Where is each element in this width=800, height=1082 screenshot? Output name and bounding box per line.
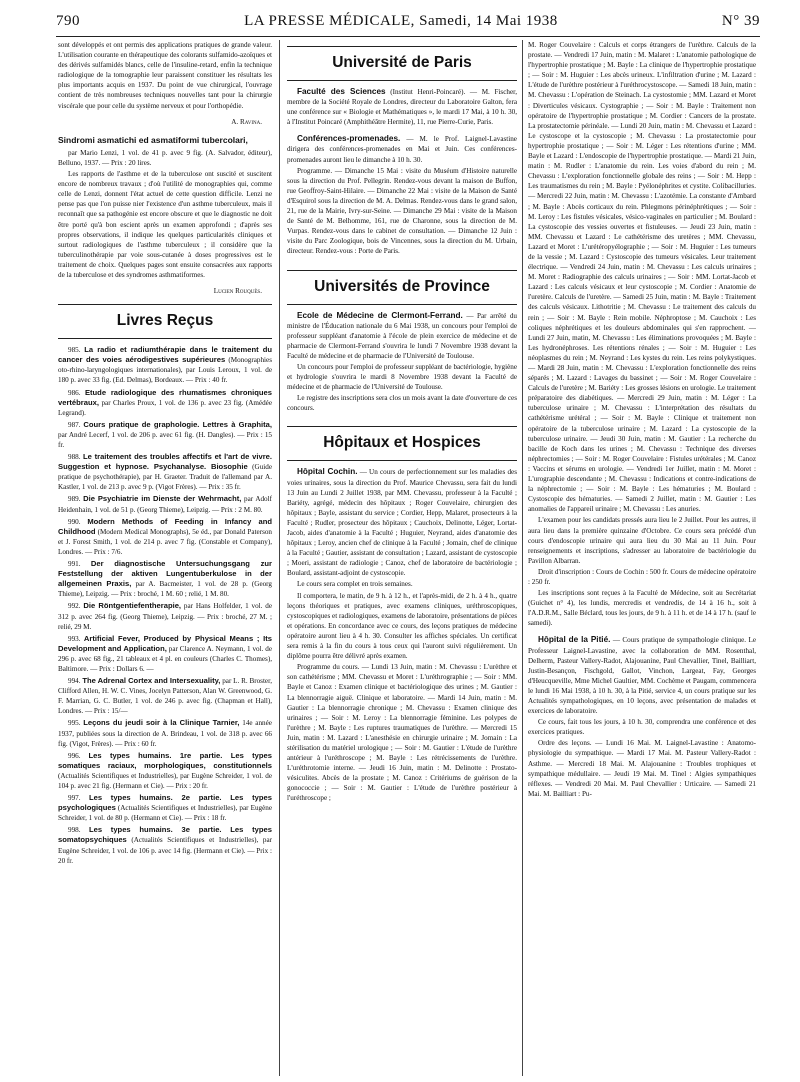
book-number: 988.	[68, 453, 81, 462]
book-number: 986.	[68, 388, 81, 397]
review-reference: par Mario Lenzi, 1 vol. de 41 p. avec 9 fig. (A. Salvador, éditeur), Belluno, 1937. — Prix : 20 lires.	[58, 148, 272, 167]
book-number: 985.	[68, 346, 81, 355]
book-title: Leçons du jeudi soir à la Clinique Tarnier,	[83, 718, 240, 728]
cochin-body: Le cours sera complet en trois semaines.	[297, 580, 413, 589]
book-entry	[58, 751, 272, 791]
book-entry	[58, 452, 272, 492]
book-number: 994.	[68, 677, 81, 686]
book-title: La radio et radiumthérapie dans le traitement du cancer des voies aérodigestives supérieures	[58, 345, 272, 365]
cochin-programme: Programme du cours. — Lundi 13 Juin, matin : M. Chevassu : L'urèthre et son cathétérisme ; MM. Chevassu et Moret : L'uréthrographie ; — Soir : MM. Bayle et Canoz : Examen clinique et bactériologique des urines ; M. Gautier : La blennorragie aiguë. Clinique et laboratoire. — Mardi 14 Juin, matin : M. Gautier : La blennorragie chronique ; M. Chevassu : Examen clinique des urinaires ; — Soir : M. Leroy : La blennorragie féminine. Les polypes de l'urèthre ; M. Bayle : Les ruptures traumatiques de l'urèthre. — Mercredi 15 Juin, matin : M. Lazard : L'anesthésie en chirurgie urinaire ; M. Jomain : La stérilisation du matériel urologique ; — Soir : M. Gautier : L'étude de l'urèthre antérieur à l'uréthroscope ; M. Bayle : Les rétrécissements de l'urèthre. L'uréthrotomie interne. — Jeudi 16 Juin, matin : M. Delinotte : Prostato-vésiculites. Abcès de la prostate ; M. Canoz : Critériums de guérison de la gonococcie ; — Soir : M. Gautier : L'étude de l'urèthre postérieur à l'uréthroscope ;	[287, 663, 517, 803]
intro-signature: A. Ravina.	[231, 117, 262, 126]
page-header	[56, 8, 760, 34]
review-body: Les rapports de l'asthme et de la tuberculose ont suscité et suscitent encore de nombreux travaux ; d'où l'utilité de monographies qui, comme celle de Lenzi, donnent l'état actuel de cette question difficile. Lenzi ne pense pas que l'on puisse nier l'existence d'un asthme tuberculeux, mais il reconnaît que sa pathogénie est encore obscure et que le diagnostic ne doit être porté qu'à bon escient après un examen approfondi ; d'après ses propres observations, il indique les quelques particularités cliniques et surtout radiologiques de l'asthme tuberculeux ; il considère que la tuberculinothérapie par voie sous-cutanée à doses progressives est le traitement de choix. Quelques pages sont ensuite consacrées aux rapports de la tuberculose et des syndromes asthmatiformes.	[58, 170, 272, 279]
book-title: Modern Methods of Feeding in Infancy and Childhood	[58, 516, 272, 536]
book-number: 995.	[68, 719, 81, 728]
universite-paris-heading: Université de Paris	[332, 54, 472, 71]
book-number: 990.	[68, 517, 81, 526]
clermont-body: Un concours pour l'emploi de professeur suppléant de bactériologie, hygiène et hydrologie s'ouvrira le mardi 8 Novembre 1938 devant la Faculté de médecine et de pharmacie de l'Université de Toulouse.	[287, 362, 517, 392]
book-entry	[58, 634, 272, 674]
cochin-programme-continued: M. Roger Couvelaire : Calculs et corps étrangers de l'urèthre. Calculs de la prostate. — Vendredi 17 Juin, matin : M. Malaret : L'anatomie pathologique de l'hypertrophie prostatique ; M. Bayle : La clinique de l'hypertrophie prostatique ; — Soir : M. Huguier : Les abcès urineux. L'infiltration d'urine ; M. Lazard : L'étude de l'urèthre postérieur à l'uréthrocystoscope. — Samedi 18 Juin, matin : M. Chevassu : L'opération de Steinach. La cystostomie ; MM. Lazard et Moret : Diverticules vésicaux. Cystographie ; — Soir : M. Bayle : Traitement non opératoire de l'hypertrophie prostatique ; M. Cordier : Cancers de la prostate. La prostatectomie périnéale. — Lundi 20 Juin, matin : M. Chevassu et Lazard : Le cystoscope et la cystoscopie ; M. Chevassu : La prostatectomie pour hypertrophie prostatique ; — Soir : M. Léger : Les rétentions d'urine ; MM. Bayle et Lazard : L'endoscopie de l'hypertrophie prostatique. — Mardi 21 Juin, matin : M. Rudler : L'anatomie du rein. Les voies d'abord du rein ; M. Chevassu : L'exploration fonctionnelle globale des reins ; — Soir : M. Hepp : Les traumatismes du rein ; M. Bayle : Pyélonéphrites et cystite. Colibacilluries. — Mercredi 22 Juin, matin : M. Chevassu : L'azotémie. La constante d'Ambard ; M. Bayle : Abcès corticaux du rein. Phlegmons périnéphrétiques ; — Soir : M. Leroy : Les fistules vésicales, vésico-vaginales en particulier ; M. Boulard : La cystoscopie des vessies ouvertes et fistuleuses. — Jeudi 23 Juin, matin : MM. Chevassu et Lazard : Le cathétérisme des uretères ; MM. Chevassu, Lazard et Moret : L'urétéropyélographie ; — Soir : M. Huguier : Les tumeurs de la vessie ; M. Lazard : Cystoscopie des tumeurs vésicales. Leur traitement électrique. — Vendredi 24 Juin, matin : M. Chevassu : Les calculs urinaires ; M. Moret : Radiographie des calculs urinaires ; — Soir : MM. Lortat-Jacob et Lazard : Les calculs vésicaux et leur cystoscopie ; M. Cordier : Anatomie de l'uretère. Calculs de l'uretère. — Samedi 25 Juin, matin : M. Bayle : Traitement des calculs vésicaux. Lithotritie ; M. Chevassu : Le traitement des calculs du rein ; — Soir : M. Bayle : Rein mobile. Néphroptose ; M. Cauchoix : Les coliques néphrétiques et les douleurs abdominales qui s'en rapprochent. — Lundi 27 Juin, matin, M. Chevassu : Les éliminations provoquées ; M. Bayle : Les hydronéphroses. Les rétentions rénales ; — Soir : M. Huguier : Les néoplasmes du rein ; M. Neyrand : Les kystes du rein. Les reins polykystiques. — Mardi 28 Juin, matin : M. Chevassu : L'exploration fonctionnelle des reins séparés ; M. Lazard : Lavages du bassinet ; — Soir : M. Roger Couvelaire : Calculs de l'uretère ; M. Bariéty : Les grosses lésions en urologie. Le traitement préparatoire des diabétiques. — Mercredi 29 Juin, matin : M. Léger : La tuberculose urinaire ; M. Chevassu : L'interprétation des résultats du cathétérisme urétéral ; — Soir : M. Bayle : Clinique et traitement non opératoire de la tuberculose urinaire ; M. Lazard : La cystoscopie de la tuberculose urinaire. — Jeudi 30 Juin, matin : M. Gautier : La recherche du bacille de Koch dans les urines ; M. Chevassu : Technique des diverses néphrectomies ; — Soir : M. Roger Couvelaire : Fistules urétérales ; M. Canoz : Vaccins et sérums en urologie. — Vendredi 1er Juillet, matin : M. Moret : L'urographie descendante ; M. Chevassu : Indications et contre-indications de la néphrectomie ; — Soir : M. Bayle : Les hématuries ; M. Boulard : Cystoscopie des hématuries. — Samedi 2 Juillet, matin : M. Gautier : Les anomalies de l'appareil urinaire ; M. Chevassu : Les anuries.	[528, 41, 756, 514]
hopitaux-heading: Hôpitaux et Hospices	[323, 434, 481, 452]
clermont-title: Ecole de Médecine de Clermont-Ferrand.	[297, 310, 463, 320]
cochin-body: — Un cours de perfectionnement sur les maladies des voies urinaires, sous la direction du Prof. Maurice Chevassu, sera fait du lundi 13 Juin au Lundi 2 Juillet 1938, par MM. Chevassu, professeur à la Faculté ; Bariéty, agrégé, médecin des hôpitaux ; Roger Couvelaire, chirurgien des hôpitaux ; Bayle, assistant du service ; Cordier, Hepp, Malaret, prosecteurs à la Faculté ; Rudler, prosecteur des hôpitaux ; Cauchoix, Delinotte, Léger, Lortat-Jacob, aides d'anatomie à la Faculté ; Huguier, Neyrand, aides d'anatomie des hôpitaux ; Leroy, ancien chef de clinique à la Faculté ; Jomain, chef de clinique à la Faculté ; Gautier, assistant de consultation ; Lazard, assistant de cystoscopie ; Moeri, assistant de radiologie ; Canoz, chef de laboratoire de bactériologie ; Boulard, assistant-adjoint de cystoscopie.	[287, 468, 517, 578]
column-divider	[522, 40, 523, 1076]
book-number: 989.	[68, 495, 81, 504]
book-entry	[58, 559, 272, 599]
book-reference: par Clarence A. Neymann, 1 vol. de 296 p. avec 68 fig., 21 tableaux et 4 pl. en couleurs (Charles C. Thomes), Baltimore. — Prix : Dollars 6. —	[58, 644, 272, 673]
book-title: Les types humains. 1re partie. Les types somatiques raciaux, morphologiques, constitutionnels	[58, 750, 272, 770]
book-entry	[58, 825, 272, 865]
book-entry	[58, 718, 272, 748]
book-entry	[58, 601, 272, 631]
book-title: The Adrenal Cortex and Intersexuality,	[82, 676, 221, 686]
book-title: Le traitement des troubles affectifs et l'art de vivre. Suggestion et hypnose. Psychanalyse. Biosophie	[58, 452, 272, 472]
book-title: Les types humains. 3e partie. Les types somatopsychiques	[58, 825, 272, 845]
book-title: Etude radiologique des rhumatismes chroniques vertébraux,	[58, 387, 272, 407]
clermont-body: Le registre des inscriptions sera clos un mois avant la date d'ouverture de ces concours.	[287, 394, 517, 413]
book-number: 992.	[68, 602, 81, 611]
livres-recus-heading: Livres Reçus	[116, 312, 214, 330]
review-title: Sindromi asmatichi ed asmatiformi tubercolari,	[58, 134, 248, 145]
cochin-title: Hôpital Cochin.	[297, 467, 358, 477]
review-signature: Lucien Rouquès.	[213, 287, 262, 296]
book-entry	[58, 420, 272, 450]
conferences-body: — M. le Prof. Laignel-Lavastine dirigera des conférences-promenades en Mai et Juin. Ces conférences-promenades auront lieu le dimanche à 10 h. 30.	[287, 135, 517, 164]
book-title: Die Psychiatrie im Dienste der Wehrmacht,	[83, 494, 242, 504]
section-rule	[58, 304, 272, 305]
book-number: 993.	[68, 634, 81, 643]
book-reference: (Monographies oto-rhino-laryngologiques internationales), par Louis Leroux, 1 vol. de 180 p. avec 33 fig. (Ed. Delmas), Bordeaux. — Prix : 40 fr.	[58, 356, 272, 385]
pitie-body: Ce cours, fait tous les jours, à 10 h. 30, comprendra une conférence et des exercices pratiques.	[528, 718, 756, 737]
book-list	[58, 345, 272, 866]
book-reference: (Actualités Scientifiques et Industrielles), par Eugène Schreider, 1 vol. de 106 p. avec 14 fig. (Hermann et Cie). — Prix : 20 fr.	[58, 836, 272, 865]
pitie-title: Hôpital de la Pitié.	[538, 635, 611, 645]
section-rule	[287, 426, 517, 427]
book-number: 991.	[68, 560, 81, 569]
column-right	[528, 40, 756, 1076]
column-middle	[287, 40, 517, 1076]
book-title: Die Röntgentiefentherapie,	[83, 601, 182, 611]
book-entry	[58, 793, 272, 823]
column-left	[58, 40, 272, 1076]
book-entry	[58, 345, 272, 385]
book-entry	[58, 494, 272, 514]
book-entry	[58, 388, 272, 418]
book-number: 996.	[68, 751, 81, 760]
universites-province-heading: Universités de Province	[314, 277, 490, 295]
book-number: 997.	[68, 794, 81, 803]
cochin-body: Il comportera, le matin, de 9 h. à 12 h., et l'après-midi, de 2 h. à 4 h., quatre leçons théoriques et pratiques, avec examens cliniques, uréthroscopiques, cystoscopiques et radiologiques, examens de laboratoire, présentations de pièces et opérations. En concordance avec ce cours, des leçons pratiques de médecine opératoire auront lieu à 4 h. 30. Consulter les affiches spéciales. Un certificat sera remis à la fin du cours à tous ceux qui l'auront suivi régulièrement. Un diplôme pourra être délivré après examen.	[287, 591, 517, 661]
clermont-body: — Par arrêté du ministre de l'Éducation nationale du 6 Mai 1938, un concours pour l'emploi de professeur suppléant d'anatomie à l'école de plein exercice de médecine et de pharmacie de Clermont-Ferrand s'ouvrira le lundi 7 Novembre 1938 devant la Faculté de médecine et de pharmacie de l'Université de Toulouse.	[287, 311, 517, 360]
book-reference: (Actualités Scientifiques et Industrielles), par Eugène Schreider, 1 vol. de 104 p. avec 21 fig. (Hermann et Cie). — Prix : 20 fr.	[58, 771, 272, 790]
fac-sciences-body: (Institut Henri-Poincaré). — M. Fischer, membre de la Société Royale de Londres, directeur du Laboratoire Galton, fera une conférence sur « Biologie et Mathématiques », le mardi 17 Mai, à 10 h. 30, à l'Institut Poincaré (Amphithéâtre Hermite), 11, rue Pierre-Curie, Paris.	[287, 88, 517, 127]
column-divider	[279, 40, 280, 1076]
book-entry	[58, 676, 272, 716]
book-reference: (Modern Medical Monographs), 5e éd., par Donald Paterson et J. Forest Smith, 1 vol. de 214 p. avec 7 fig. (Constable et Company), Londres. — Prix : 7/6.	[58, 527, 272, 556]
intro-paragraph: sont développés et ont permis des applications pratiques de grande valeur. L'utilisation courante en thérapeutique des colorants sulfamido-azoïques et des dérivés sulfamidés blancs, celle de l'insuline-retard, enfin la technique radiologique de la tomographie leur paraissent constituer les résultats les plus importants acquis en 1937. Du point de vue chirurgical, l'ouvrage contient de très nombreuses techniques nouvelles tant pour la chirurgie viscérale que pour celle du système nerveux et pour l'orthopédie.	[58, 41, 272, 110]
book-reference: 14e année 1937, publiées sous la direction de A. Brindeau, 1 vol. de 318 p. avec 66 fig. (Vigot, Frères). — Prix : 60 fr.	[58, 719, 272, 748]
book-reference: par L. R. Broster, Clifford Allen, H. W. C. Vines, Jocelyn Patterson, Alan W. Greenwood, G. F. Marrian, G. C. Butler, 1 vol. de 246 p. avec fig. (Chapman et Hall), Londres. — Prix : 15/—	[58, 677, 272, 716]
conferences-title: Conférences-promenades.	[297, 134, 401, 144]
book-reference: (Guide pratique de psychothérapie), par H. Graeter. Traduit de l'allemand par A. Kastler, 1 vol. de 213 p. avec 9 p. (Vigot Frères). — Prix : 35 fr.	[58, 463, 272, 492]
fac-sciences-title: Faculté des Sciences	[297, 87, 386, 96]
book-title: Der diagnostische Untersuchungsgang zur Feststellung der aktiven Lungentuberkulose in der allgemeinen Praxis,	[58, 559, 272, 589]
cochin-exam-info: L'examen pour les candidats pressés aura lieu le 2 Juillet. Pour les autres, il aura lieu dans la première quinzaine d'Octobre. Ce cours sera précédé d'un cours d'endoscopie urinaire qui aura lieu du 30 Mai au 11 Juin. Pour renseignements et inscriptions, s'adresser au laboratoire de bactériologie du Pavillon Albarran.	[528, 516, 756, 565]
journal-title: LA PRESSE MÉDICALE, Samedi, 14 Mai 1938	[244, 12, 558, 29]
header-rule	[56, 36, 760, 37]
book-title: Les types humains. 2e partie. Les types psychologiques	[58, 793, 272, 813]
pitie-lessons: Ordre des leçons. — Lundi 16 Mai. M. Laignel-Lavastine : Anatomo-physiologie du sympathique. — Mardi 17 Mai. M. Pasteur Vallery-Radot : Asthme. — Mercredi 18 Mai. M. Alajouanine : Troubles trophiques et sympathique médullaire. — Jeudi 19 Mai. M. Tinel : Algies sympathiques réflexes. — Vendredi 20 Mai. M. Paul Chevallier : Urticaire. — Samedi 21 Mai. M. Bailliart : Pu-	[528, 739, 756, 798]
book-title: Cours pratique de graphologie. Lettres à Graphita,	[83, 419, 272, 429]
conferences-programme: Programme. — Dimanche 15 Mai : visite du Muséum d'Histoire naturelle sous la direction du Prof. Pellegrin. Rendez-vous devant la maison de Buffon, rue Geoffroy-Saint-Hilaire. — Dimanche 22 Mai : visite de la Maison de Santé d'Esquirol sous la direction de M. A. Delmas. Rendez-vous dans le grand salon, 21, rue de la Mairie, Ivry-sur-Seine. — Dimanche 29 Mai : visite de la Maison de Santé de M. Belhomme, 161, rue de Charonne, sous la direction de M. Vurpas. Rendez-vous dans le cabinet de consultation. — Dimanche 12 Juin : visite du Parc Zoologique, bois de Vincennes, sous la direction du M. Urbain, directeur. Rendez-vous : Porte de Paris.	[287, 166, 517, 256]
book-reference: par Adolf Heidenhain, 1 vol. de 51 p. (Georg Thieme), Leipzig. — Prix : 2 M. 80.	[58, 495, 272, 514]
book-title: Artificial Fever, Produced by Physical Means ; Its Development and Application,	[58, 633, 272, 653]
book-reference: par Hans Holfelder, 1 vol. de 312 p. avec 264 fig. (Georg Thieme), Leipzig. — Prix : broché, 27 M. ; relié, 29 M.	[58, 602, 272, 631]
pitie-body: — Cours pratique de sympathologie clinique. Le Professeur Laignel-Lavastine, avec la collaboration de MM. Rosenthal, Delherm, Pasteur Vallery-Radot, Alajouanine, Paul Chevallier, Tinel, Bailliart, Justin-Besançon, Fischgold, Gallot, Vinchon, Largeat, Fay, Georges d'Heucqueville, Mme Michel Gaultier, MM. Cochème et Paugam, commencera le lundi 16 Mai 1938, à 10 h. 30, à la Pitié, service 4, un cours pratique sur les Actualités sympathologiques, en 10 leçons, avec présentation de malades et exercices de laboratoire.	[528, 636, 756, 716]
section-rule	[287, 270, 517, 271]
page-number: 790	[56, 12, 80, 29]
book-number: 998.	[68, 826, 81, 835]
book-entry	[58, 517, 272, 557]
cochin-inscriptions: Les inscriptions sont reçues à la Faculté de Médecine, soit au Secrétariat (Guichet n° 4), les lundis, mercredis et vendredis, de 14 à 16 h., soit à l'A.D.R.M., Salle Béclard, tous les jours, de 9 h. à 11 h. et de 14 à 17 h. (sauf le samedi).	[528, 589, 756, 628]
book-reference: par Charles Proux, 1 vol. de 136 p. avec 23 fig. (Amédée Legrand).	[58, 398, 272, 417]
book-reference: par André Lecerf, 1 vol. de 206 p. avec 61 fig. (H. Dangles). — Prix : 15 fr.	[58, 430, 272, 449]
issue-number: N° 39	[721, 12, 760, 29]
section-rule	[287, 46, 517, 47]
book-reference: (Actualités Scientifiques et Industrielles), par Eugène Schreider, 1 vol. de 80 p. (Hermann et Cie). — Prix : 18 fr.	[58, 804, 272, 823]
book-reference: par A. Bacmeister, 1 vol. de 28 p. (Georg Thieme), Leipzig. — Prix : broché, 1 M. 60 ; relié, 1 M. 80.	[58, 580, 272, 599]
book-number: 987.	[68, 420, 81, 429]
cochin-fees: Droit d'inscription : Cours de Cochin : 500 fr. Cours de médecine opératoire : 250 fr.	[528, 567, 756, 586]
